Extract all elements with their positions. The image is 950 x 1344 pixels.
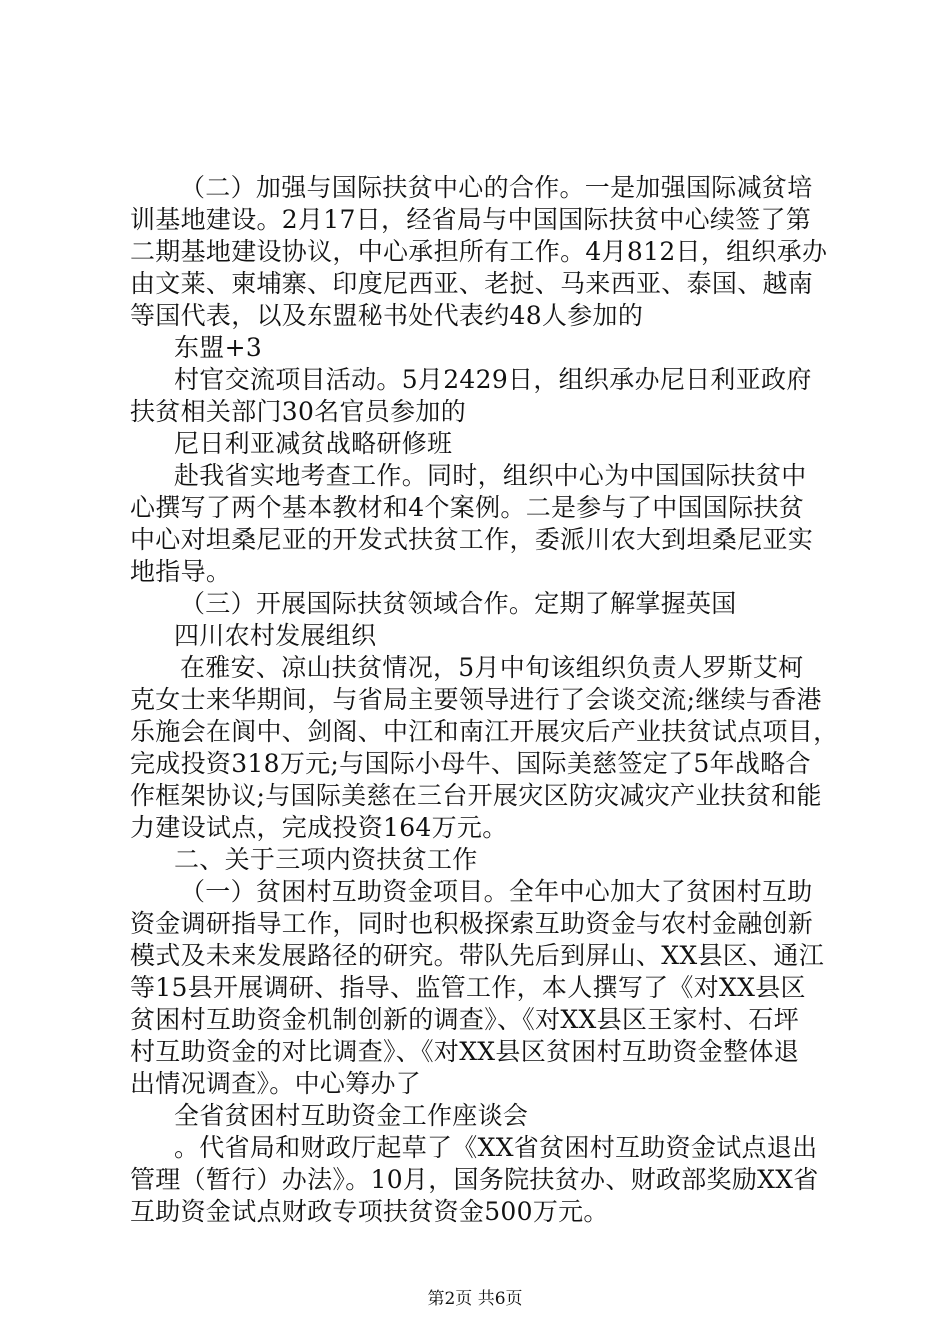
paragraph-line: 全省贫困村互助资金工作座谈会 bbox=[174, 1101, 529, 1130]
paragraph-line: 管理（暂行）办法》。10月，国务院扶贫办、财政部奖励XX省 bbox=[130, 1165, 819, 1194]
paragraph-line: 完成投资318万元;与国际小母牛、国际美慈签定了5年战略合 bbox=[130, 749, 811, 778]
paragraph-line: 村互助资金的对比调查》、《对XX县区贫困村互助资金整体退 bbox=[130, 1037, 799, 1066]
paragraph-line: 二期基地建设协议，中心承担所有工作。4月812日，组织承办 bbox=[130, 237, 828, 266]
paragraph-line: 等15县开展调研、指导、监管工作，本人撰写了《对XX县区 bbox=[130, 973, 806, 1002]
paragraph-line: （三）开展国际扶贫领域合作。定期了解掌握英国 bbox=[180, 589, 737, 618]
page-number-footer: 第2页 共6页 bbox=[427, 1289, 523, 1309]
paragraph-line: 力建设试点，完成投资164万元。 bbox=[130, 813, 508, 842]
paragraph-line: 。代省局和财政厅起草了《XX省贫困村互助资金试点退出 bbox=[174, 1133, 818, 1162]
paragraph-line: 由文莱、柬埔寨、印度尼西亚、老挝、马来西亚、泰国、越南 bbox=[130, 269, 814, 298]
paragraph-line: 作框架协议;与国际美慈在三台开展灾区防灾减灾产业扶贫和能 bbox=[130, 781, 822, 810]
section-heading: 二、关于三项内资扶贫工作 bbox=[174, 845, 478, 874]
paragraph-line: 贫困村互助资金机制创新的调查》、《对XX县区王家村、石坪 bbox=[130, 1005, 799, 1034]
body-text bbox=[130, 172, 839, 1228]
paragraph-line: 东盟+3 bbox=[174, 333, 263, 362]
paragraph-line: 乐施会在阆中、剑阁、中江和南江开展灾后产业扶贫试点项目， bbox=[130, 717, 839, 746]
paragraph-line: 村官交流项目活动。5月2429日，组织承办尼日利亚政府 bbox=[174, 365, 812, 394]
paragraph-line: （一）贫困村互助资金项目。全年中心加大了贫困村互助 bbox=[180, 877, 813, 906]
paragraph-line: （二）加强与国际扶贫中心的合作。一是加强国际减贫培 bbox=[180, 173, 813, 202]
paragraph-line: 地指导。 bbox=[130, 557, 232, 586]
paragraph-line: 资金调研指导工作，同时也积极探索互助资金与农村金融创新 bbox=[130, 909, 814, 938]
paragraph-line: 扶贫相关部门30名官员参加的 bbox=[130, 397, 467, 426]
paragraph-line: 赴我省实地考查工作。同时，组织中心为中国国际扶贫中 bbox=[174, 461, 807, 490]
paragraph-line: 模式及未来发展路径的研究。带队先后到屏山、XX县区、通江 bbox=[130, 941, 824, 970]
paragraph-line: 尼日利亚减贫战略研修班 bbox=[174, 429, 453, 458]
paragraph-line: 训基地建设。2月17日，经省局与中国国际扶贫中心续签了第 bbox=[130, 205, 812, 234]
paragraph-line: 心撰写了两个基本教材和4个案例。二是参与了中国国际扶贫 bbox=[130, 493, 805, 522]
paragraph-line: 出情况调查》。中心筹办了 bbox=[130, 1069, 422, 1098]
paragraph-line: 克女士来华期间，与省局主要领导进行了会谈交流;继续与香港 bbox=[130, 685, 822, 714]
paragraph-line: 在雅安、凉山扶贫情况，5月中旬该组织负责人罗斯艾柯 bbox=[180, 653, 804, 682]
paragraph-line: 中心对坦桑尼亚的开发式扶贫工作，委派川农大到坦桑尼亚实 bbox=[130, 525, 814, 554]
paragraph-line: 四川农村发展组织 bbox=[174, 621, 377, 650]
paragraph-line: 互助资金试点财政专项扶贫资金500万元。 bbox=[130, 1197, 609, 1226]
paragraph-line: 等国代表，以及东盟秘书处代表约48人参加的 bbox=[130, 301, 644, 330]
